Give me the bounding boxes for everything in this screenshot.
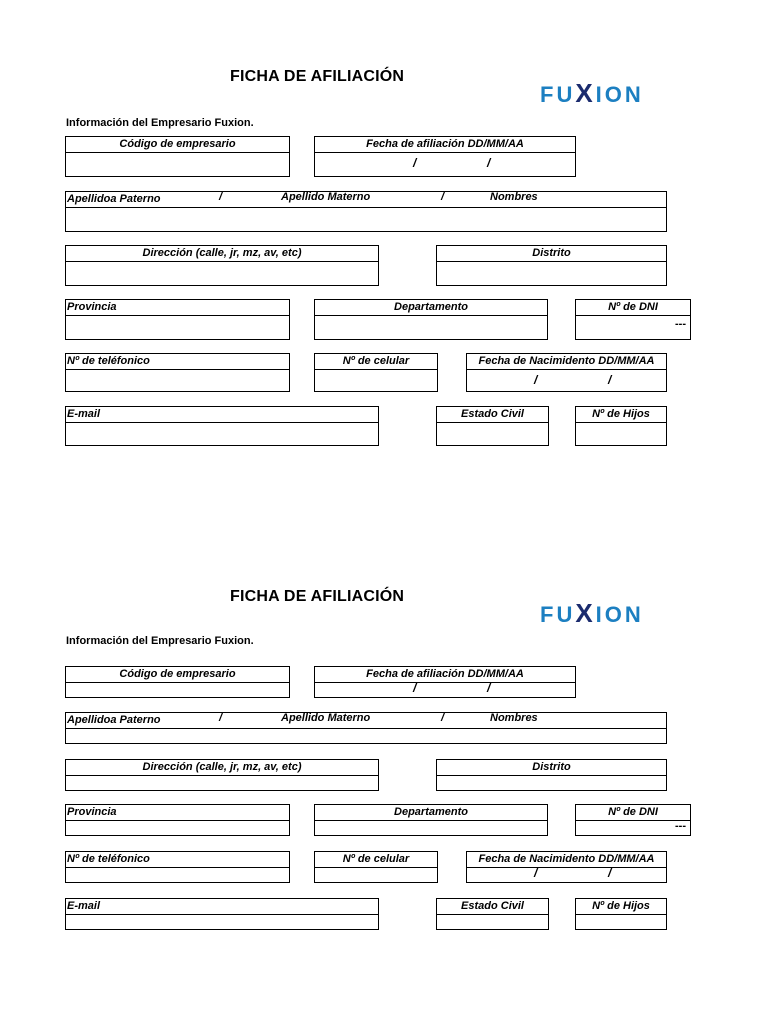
codigo-empresario-field[interactable] [65, 136, 290, 177]
provincia-field[interactable] [65, 804, 290, 836]
field-input[interactable] [65, 729, 667, 744]
hijos-field[interactable] [575, 898, 667, 930]
field-input[interactable] [65, 153, 290, 177]
field-label: E-mail [65, 406, 379, 423]
field-label: Fecha de Nacimidento DD/MM/AA [466, 353, 667, 370]
date-separator: / [413, 156, 417, 170]
date-separator: / [487, 681, 491, 695]
field-input[interactable] [65, 683, 290, 698]
field-label: Dirección (calle, jr, mz, av, etc) [65, 245, 379, 262]
dni-field[interactable] [575, 299, 691, 340]
hijos-field[interactable] [575, 406, 667, 446]
estado-civil-field[interactable] [436, 898, 549, 930]
codigo-empresario-field[interactable] [65, 666, 290, 698]
form-title: FICHA DE AFILIACIÓN [230, 68, 405, 85]
field-input[interactable] [314, 153, 576, 177]
field-label: Departamento [314, 804, 548, 821]
field-input[interactable] [314, 868, 438, 883]
name-separator: / [219, 191, 223, 203]
field-input[interactable] [65, 262, 379, 286]
name-separator: / [441, 191, 445, 203]
apellido-materno-label: Apellido Materno [281, 712, 371, 724]
field-label: Estado Civil [436, 898, 549, 915]
field-input[interactable] [65, 370, 290, 392]
celular-field[interactable] [314, 851, 438, 883]
apellidos-nombres-field[interactable] [65, 712, 667, 744]
date-separator: / [534, 866, 538, 880]
provincia-field[interactable] [65, 299, 290, 340]
field-input[interactable] [65, 915, 379, 930]
email-field[interactable] [65, 898, 379, 930]
field-label: Fecha de afiliación DD/MM/AA [314, 666, 576, 683]
fuxion-logo: FUXION [540, 598, 644, 628]
field-input[interactable] [575, 821, 691, 836]
field-label: Nº de DNI [575, 804, 691, 821]
telefono-field[interactable] [65, 353, 290, 392]
form-subtitle: Información del Empresario Fuxion. [66, 117, 254, 129]
field-label: Distrito [436, 245, 667, 262]
field-label: Departamento [314, 299, 548, 316]
field-input[interactable] [436, 915, 549, 930]
field-input[interactable] [314, 821, 548, 836]
apellido-paterno-label: Apellidoa Paterno [67, 714, 161, 726]
field-input[interactable] [436, 423, 549, 446]
field-input[interactable] [466, 370, 667, 392]
field-label: Nº de DNI [575, 299, 691, 316]
field-label: Nº de celular [314, 851, 438, 868]
form-subtitle: Información del Empresario Fuxion. [66, 635, 254, 647]
fecha-afiliacion-field[interactable] [314, 136, 576, 177]
estado-civil-field[interactable] [436, 406, 549, 446]
field-input[interactable] [65, 208, 667, 232]
field-input[interactable] [65, 821, 290, 836]
field-label: Nº de teléfonico [65, 851, 290, 868]
field-input[interactable] [575, 915, 667, 930]
apellidos-nombres-field[interactable] [65, 191, 667, 232]
fecha-afiliacion-field[interactable] [314, 666, 576, 698]
dni-value: --- [675, 820, 686, 832]
field-label: Nº de teléfonico [65, 353, 290, 370]
field-input[interactable] [314, 316, 548, 340]
fecha-nacimiento-field[interactable] [466, 851, 667, 883]
nombres-label: Nombres [490, 191, 538, 203]
name-separator: / [219, 712, 223, 724]
field-label: Estado Civil [436, 406, 549, 423]
field-label: Provincia [65, 299, 290, 316]
field-input[interactable] [466, 868, 667, 883]
field-label: Código de empresario [65, 136, 290, 153]
field-input[interactable] [314, 683, 576, 698]
fecha-nacimiento-field[interactable] [466, 353, 667, 392]
date-separator: / [534, 373, 538, 387]
departamento-field[interactable] [314, 299, 548, 340]
direccion-field[interactable] [65, 759, 379, 791]
field-input[interactable] [575, 423, 667, 446]
dni-field[interactable] [575, 804, 691, 836]
field-label: Dirección (calle, jr, mz, av, etc) [65, 759, 379, 776]
field-label: Provincia [65, 804, 290, 821]
departamento-field[interactable] [314, 804, 548, 836]
telefono-field[interactable] [65, 851, 290, 883]
email-field[interactable] [65, 406, 379, 446]
field-label: Fecha de afiliación DD/MM/AA [314, 136, 576, 153]
date-separator: / [413, 681, 417, 695]
form-title: FICHA DE AFILIACIÓN [230, 588, 405, 605]
apellido-paterno-label: Apellidoa Paterno [67, 193, 161, 205]
celular-field[interactable] [314, 353, 438, 392]
name-separator: / [441, 712, 445, 724]
field-input[interactable] [436, 262, 667, 286]
fuxion-logo: FUXION [540, 78, 644, 108]
direccion-field[interactable] [65, 245, 379, 286]
apellido-materno-label: Apellido Materno [281, 191, 371, 203]
field-input[interactable] [314, 370, 438, 392]
date-separator: / [487, 156, 491, 170]
date-separator: / [608, 866, 612, 880]
field-label: Código de empresario [65, 666, 290, 683]
field-input[interactable] [65, 776, 379, 791]
field-input[interactable] [436, 776, 667, 791]
field-label: Nº de celular [314, 353, 438, 370]
field-label: E-mail [65, 898, 379, 915]
field-input[interactable] [65, 868, 290, 883]
distrito-field[interactable] [436, 245, 667, 286]
dni-value: --- [675, 318, 686, 330]
field-input[interactable] [65, 316, 290, 340]
field-label: Distrito [436, 759, 667, 776]
date-separator: / [608, 373, 612, 387]
field-label: Fecha de Nacimidento DD/MM/AA [466, 851, 667, 868]
field-label: Nº de Hijos [575, 406, 667, 423]
distrito-field[interactable] [436, 759, 667, 791]
field-label: Nº de Hijos [575, 898, 667, 915]
nombres-label: Nombres [490, 712, 538, 724]
field-input[interactable] [65, 423, 379, 446]
field-input[interactable] [575, 316, 691, 340]
